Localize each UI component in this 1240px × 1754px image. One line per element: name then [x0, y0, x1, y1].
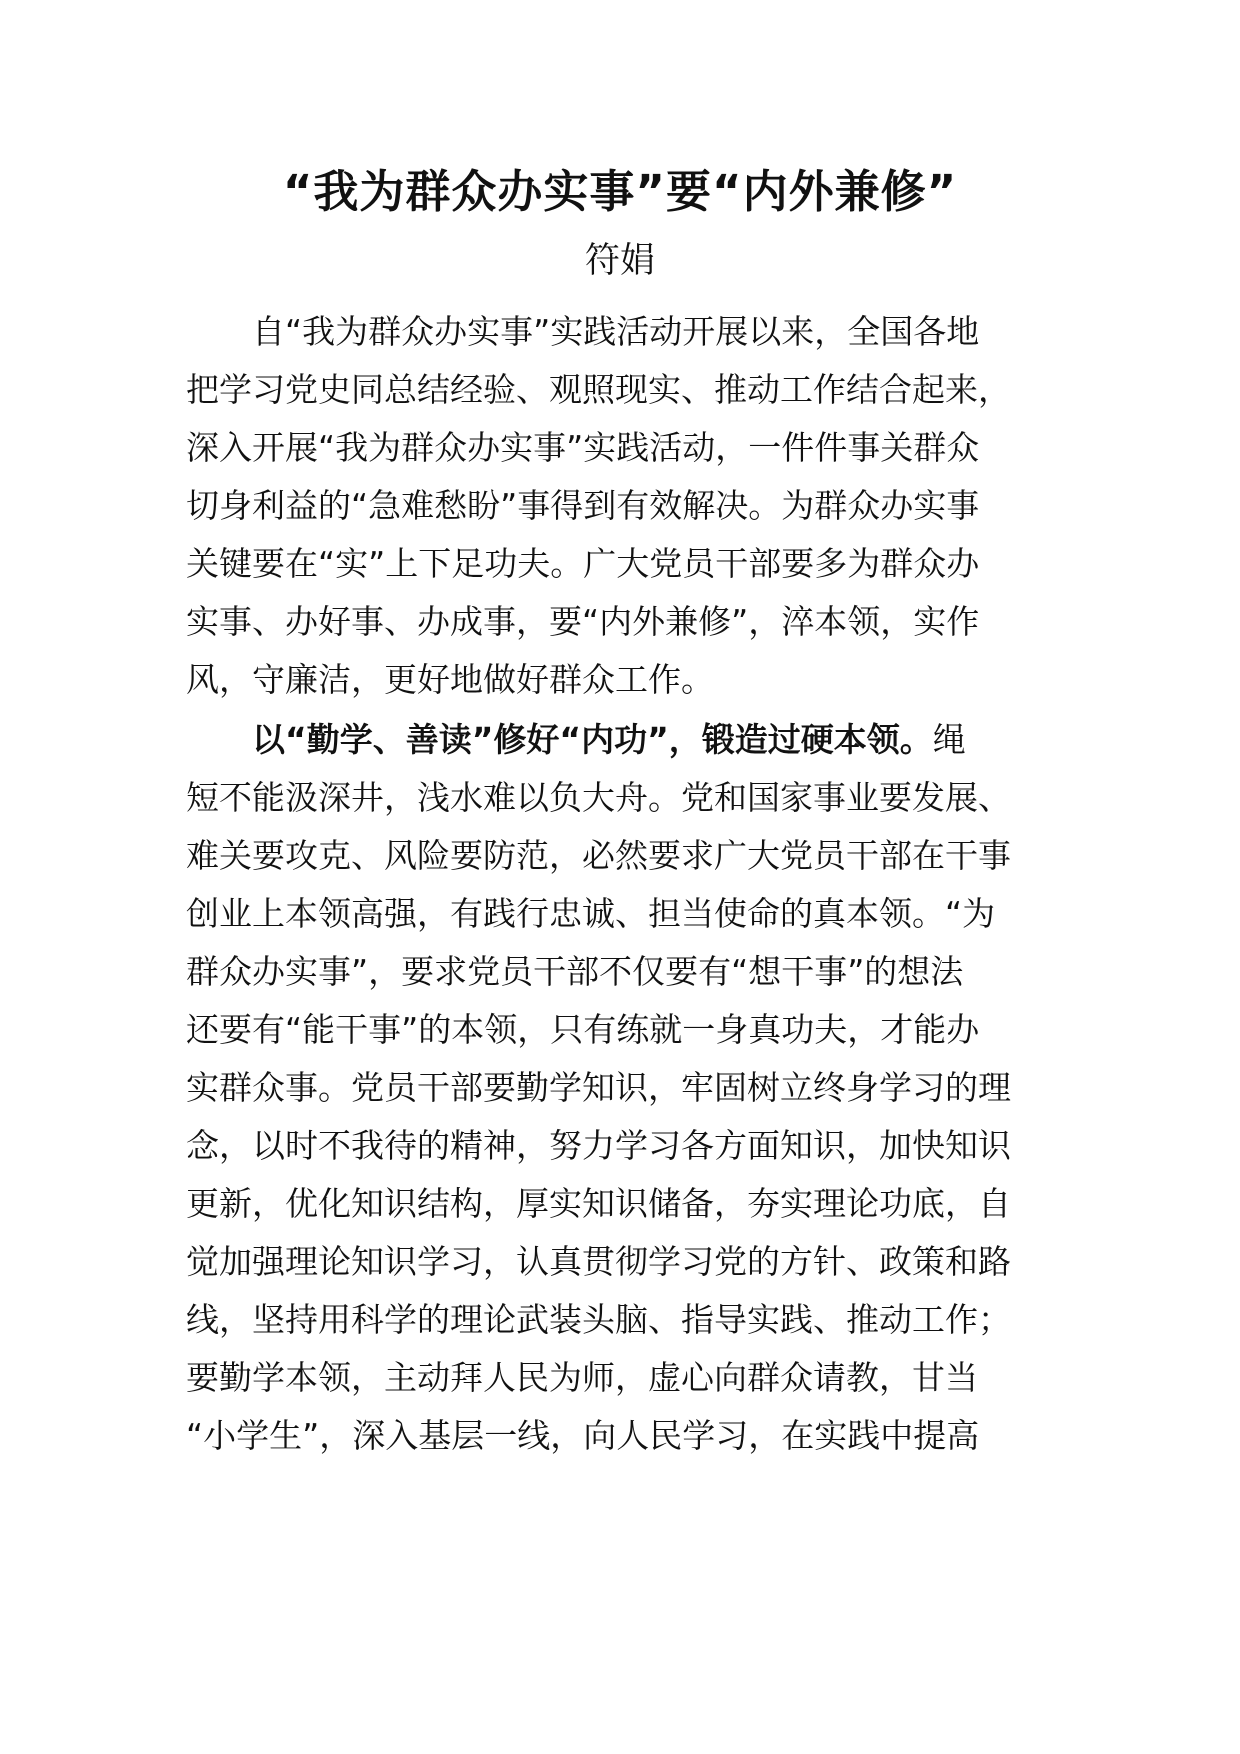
- paragraph-2-line-10: 觉加强理论知识学习，认真贯彻学习党的方针、政策和路: [186, 1242, 1011, 1281]
- paragraph-1-line-2: 把学习党史同总结经验、观照现实、推动工作结合起来，: [186, 370, 1011, 409]
- paragraph-1-line-7: 风，守廉洁，更好地做好群众工作。: [186, 660, 714, 699]
- document-title: “我为群众办实事”要“内外兼修”: [282, 165, 958, 218]
- document-author: 符娟: [584, 241, 655, 281]
- paragraph-2-line-3: 难关要攻克、风险要防范，必然要求广大党员干部在干事: [186, 836, 1011, 875]
- paragraph-2-line-12: 要勤学本领，主动拜人民为师，虚心向群众请教，甘当: [186, 1358, 978, 1397]
- paragraph-2-heading: 以“勤学、善读”修好“内功”，锻造过硬本领。: [252, 720, 933, 759]
- paragraph-2-line-6: 还要有“能干事”的本领，只有练就一身真功夫，才能办: [186, 1010, 980, 1049]
- paragraph-2-line-8: 念，以时不我待的精神，努力学习各方面知识，加快知识: [186, 1126, 1011, 1165]
- paragraph-2-line-1: [186, 708, 1058, 772]
- paragraph-1-line-6: 实事、办好事、办成事，要“内外兼修”，淬本领，实作: [186, 602, 980, 641]
- paragraph-2-line-4: 创业上本领高强，有践行忠诚、担当使命的真本领。“为: [186, 894, 996, 933]
- paragraph-2-line-11: 线，坚持用科学的理论武装头脑、指导实践、推动工作；: [186, 1300, 1011, 1339]
- paragraph-2-line-7: 实群众事。党员干部要勤学知识，牢固树立终身学习的理: [186, 1068, 1011, 1107]
- paragraph-1-line-4: 切身利益的“急难愁盼”事得到有效解决。为群众办实事: [186, 486, 980, 525]
- paragraph-1-line-1: 自“我为群众办实事”实践活动开展以来，全国各地: [252, 312, 980, 351]
- paragraph-1-line-3: 深入开展“我为群众办实事”实践活动，一件件事关群众: [186, 428, 980, 467]
- paragraph-2-line-2: 短不能汲深井，浅水难以负大舟。党和国家事业要发展、: [186, 778, 1011, 817]
- paragraph-2-line-9: 更新，优化知识结构，厚实知识储备，夯实理论功底，自: [186, 1184, 1011, 1223]
- paragraph-2-line-13: “小学生”，深入基层一线，向人民学习，在实践中提高: [186, 1416, 980, 1455]
- paragraph-1-line-5: 关键要在“实”上下足功夫。广大党员干部要多为群众办: [186, 544, 980, 583]
- paragraph-2-first-line-rest: 绳: [932, 720, 966, 759]
- paragraph-2-line-5: 群众办实事”，要求党员干部不仅要有“想干事”的想法: [186, 952, 964, 991]
